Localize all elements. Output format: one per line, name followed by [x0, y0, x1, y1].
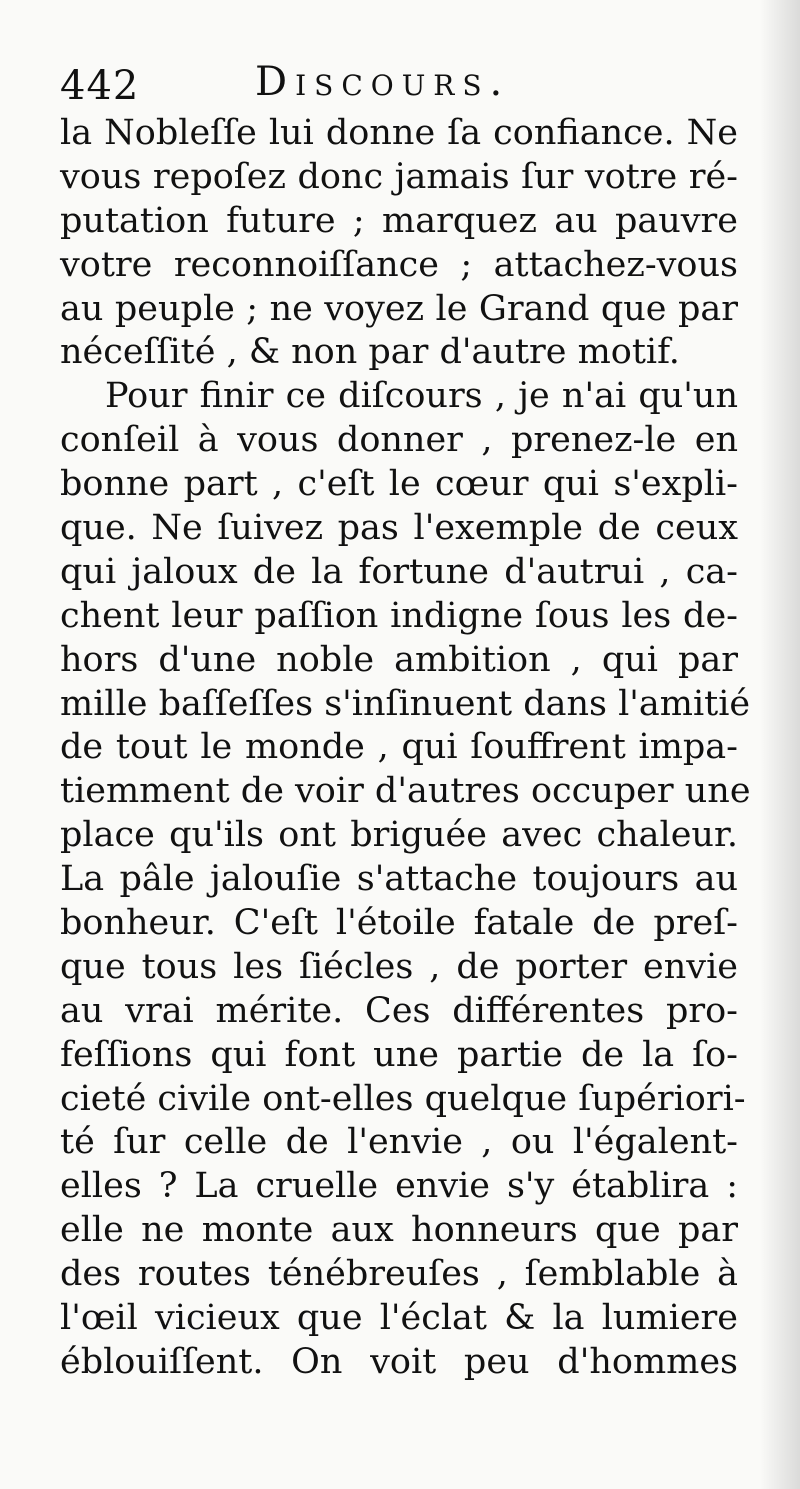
text-line: votre reconnoiſſance ; attachez-vous: [60, 244, 738, 285]
text-line: cieté civile ont-elles quelque ſupériori-: [60, 1078, 746, 1119]
text-line: qui jaloux de la fortune d'autrui , ca-: [60, 551, 738, 592]
text-line: La pâle jalouſie s'attache toujours au: [60, 859, 738, 900]
text-line: au peuple ; ne voyez le Grand que par: [60, 288, 738, 329]
text-line: conſeil à vous donner , prenez-le en: [60, 420, 738, 461]
text-line: place qu'ils ont briguée avec chaleur.: [60, 815, 738, 856]
paragraph-start-line: Pour finir ce diſcours , je n'ai qu'un: [105, 376, 738, 417]
running-title: Discours.: [255, 59, 511, 105]
body-text: [60, 112, 751, 1385]
text-line: éblouiſſent. On voit peu d'hommes: [60, 1341, 738, 1382]
text-line: que. Ne ſuivez pas l'exemple de ceux: [60, 508, 738, 549]
text-line: au vrai mérite. Ces différentes pro-: [60, 990, 738, 1031]
page-header: [60, 55, 760, 115]
text-line: que tous les ſiécles , de porter envie: [60, 946, 738, 987]
text-line: de tout le monde , qui ſouffrent impa-: [60, 727, 738, 768]
text-line: feſſions qui font une partie de la ſo-: [60, 1034, 738, 1075]
text-line: mille baſſeſſes s'inſinuent dans l'amitié: [60, 683, 751, 724]
text-line: bonne part , c'eſt le cœur qui s'expli-: [60, 464, 738, 505]
text-line: l'œil vicieux que l'éclat & la lumiere: [60, 1298, 738, 1339]
text-line: elles ? La cruelle envie s'y établira :: [60, 1166, 738, 1207]
text-line: putation future ; marquez au pauvre: [60, 200, 738, 241]
text-line: té ſur celle de l'envie , ou l'égalent-: [60, 1122, 738, 1163]
text-line: hors d'une noble ambition , qui par: [60, 639, 738, 680]
text-line: elle ne monte aux honneurs que par: [60, 1210, 738, 1251]
text-line: vous repoſez donc jamais ſur votre ré-: [60, 156, 738, 197]
text-line: des routes ténébreuſes , ſemblable à: [60, 1254, 738, 1295]
page-edge-shadow: [760, 0, 800, 1489]
page-number: 442: [60, 63, 140, 109]
text-line: chent leur paſſion indigne ſous les de-: [60, 595, 738, 636]
text-line: bonheur. C'eſt l'étoile fatale de preſ-: [60, 903, 738, 944]
text-line: néceſſité , & non par d'autre motif.: [60, 332, 680, 373]
text-line: la Nobleſſe lui donne ſa confiance. Ne: [60, 113, 738, 153]
text-line: tiemment de voir d'autres occuper une: [60, 771, 751, 812]
